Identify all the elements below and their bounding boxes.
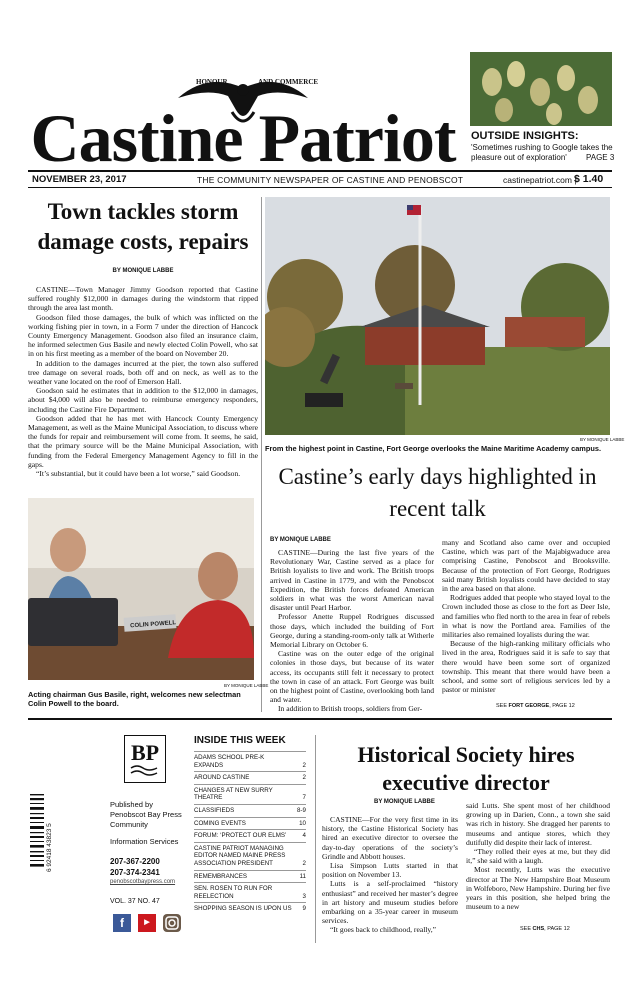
toc-item-label: REMEMBRANCES — [194, 872, 247, 880]
instagram-icon[interactable] — [163, 914, 181, 932]
toc-item-label: COMING EVENTS — [194, 819, 246, 827]
toc-item[interactable] — [194, 771, 306, 784]
tagline: THE COMMUNITY NEWSPAPER OF CASTINE AND PENOBSCOT — [197, 175, 464, 185]
storm-paragraph: “It’s substantial, but it could have been a lot worse,” said Goodson. — [36, 469, 241, 479]
barcode — [30, 790, 44, 872]
storm-paragraph: Goodson filed those damages, the bulk of which was inflicted on the working fishing pier in town, in a Form 7 under the direction of Hancock County Emergency Management. Goodson also filed an insurance claim, he informed selectmen Gus Basile and newly elected Colin Powell, who sat in on his first meeting as a member of the board on November 20. — [28, 312, 258, 359]
column-divider — [261, 197, 262, 712]
meeting-photo[interactable] — [28, 498, 254, 680]
early-days-paragraph: In addition to British troops, soldiers from Ger- — [278, 704, 423, 714]
social-links — [113, 914, 184, 936]
toc-item-label: CLASSIFIEDS — [194, 806, 235, 814]
historical-society-jump-link[interactable] — [520, 926, 570, 932]
toc-item[interactable] — [194, 870, 306, 883]
banner-left-text: HONOUR — [196, 78, 228, 86]
website-link[interactable]: castinepatriot.com | — [503, 175, 577, 185]
toc-item[interactable] — [194, 842, 306, 870]
barcode-icon — [30, 790, 44, 872]
phone-number-1: 207-367-2200 — [110, 857, 160, 866]
historical-society-byline: BY MONIQUE LABBE — [374, 799, 435, 805]
toc-item[interactable] — [194, 784, 306, 804]
outside-insights-page: PAGE 3 — [586, 153, 615, 162]
early-days-paragraph: Rodrigues added that people who stayed loyal to the Crown included those as close to the fort as Deer Isle, and families who fled north to the area in fear of rebels in what is now the Portland area. Families of the militaries also remained loyalists during the war. — [442, 593, 610, 640]
meeting-photo-caption: Acting chairman Gus Basile, right, welcomes new selectman Colin Powell to the board. — [28, 690, 241, 708]
early-days-byline: BY MONIQUE LABBE — [270, 537, 331, 543]
toc-item-label: AROUND CASTINE — [194, 774, 250, 782]
historical-paragraph: Lutts is a self-proclaimed “history enthusiast” and received her master’s degree in art history and museum studies before embarking on a 35-year career in museum services. — [322, 879, 458, 926]
banner-right-text: AND COMMERCE — [258, 78, 318, 86]
early-days-column-2 — [442, 538, 610, 694]
outside-insights-teaser[interactable]: 'Sometimes rushing to Google takes the pleasure out of exploration' — [471, 143, 613, 162]
toc-item-label: CASTINE PATRIOT MANAGING EDITOR NAMED MAINE PRESS ASSOCIATION PRESIDENT — [194, 844, 286, 867]
toc-item-page: 4 — [302, 832, 306, 840]
information-services: Information Services — [110, 837, 179, 846]
toc-item[interactable] — [194, 751, 306, 771]
toc-item[interactable] — [194, 817, 306, 830]
penobscot-bay-press-logo-icon — [125, 736, 164, 781]
barcode-number: 6 92418 43823 5 — [46, 823, 53, 872]
storm-byline: BY MONIQUE LABBE — [112, 268, 174, 274]
jump-prefix: SEE — [520, 926, 533, 932]
early-days-column-1 — [270, 548, 434, 714]
storm-paragraph: Goodson said he estimates that in addition to the $12,000 in damages, about $4,000 will also be needed to reimburse emergency responders, including the Castine Fire Department. — [28, 386, 258, 414]
toc-item[interactable] — [194, 829, 306, 842]
toc-item-page: 7 — [302, 794, 306, 802]
outside-insights-title: OUTSIDE INSIGHTS: — [471, 130, 579, 142]
fort-george-photo[interactable] — [265, 197, 610, 435]
storm-article-body — [28, 285, 258, 478]
mushroom-image — [470, 52, 612, 126]
outside-insights-photo[interactable] — [470, 52, 612, 126]
historical-society-headline[interactable]: Historical Society hires executive director — [357, 742, 575, 795]
historical-paragraph: Lisa Simpson Lutts started in that position on November 13. — [322, 861, 458, 880]
toc-item-label: SEN. ROSEN TO RUN FOR REELECTION — [194, 885, 273, 900]
fort-photo-caption: From the highest point in Castine, Fort George overlooks the Maine Maritime Academy campus. — [265, 444, 602, 453]
jump-target: CHS — [532, 926, 545, 932]
toc-item-page: 11 — [299, 872, 306, 880]
bp-logo — [124, 735, 166, 783]
historical-society-column-1 — [322, 815, 458, 935]
toc-item-label: FORUM: ‘PROTECT OUR ELMS’ — [194, 832, 287, 840]
inside-this-week — [194, 735, 306, 915]
early-days-paragraph: many and Scotland also came over and occupied Castine, which was part of the Majabigwaduce area comprising Castine, Penobscot and Brooksville. Because of the protection of Fort George, Rodrigues said many British loyalists could have decided to stay in the area based on that alone. — [442, 538, 610, 594]
toc-item[interactable] — [194, 804, 306, 817]
price: $ 1.40 — [574, 173, 604, 185]
meeting-photo-credit: BY MONIQUE LABBE — [224, 683, 269, 688]
jump-suffix: , PAGE 12 — [544, 926, 570, 932]
volume-number: VOL. 37 NO. 47 — [110, 898, 160, 905]
fort-george-image — [265, 197, 610, 435]
toc-title: INSIDE THIS WEEK — [194, 735, 286, 746]
toc-item-label: SHOPPING SEASON IS UPON US — [194, 905, 292, 913]
historical-society-column-2 — [466, 801, 610, 911]
issue-date: NOVEMBER 23, 2017 — [32, 174, 127, 185]
toc-item-page: 2 — [302, 774, 306, 782]
jump-prefix: SEE — [496, 703, 509, 709]
toc-item-page: 9 — [302, 905, 306, 913]
masthead-title: Castine Patriot — [30, 100, 456, 176]
early-days-paragraph: CASTINE—During the last five years of the Revolutionary War, Castine served as a place for British loyalists to live and work. The British troops arrived in Castine in 1779, and with the Penobscot Expedition, the British forces defeated American soldiers in what was the worst American naval disaster until Pearl Harbor. — [270, 548, 434, 613]
published-by: Published by Penobscot Bay Press Community — [110, 800, 182, 829]
logo-letters: BP — [131, 740, 160, 765]
early-days-paragraph: Professor Anette Ruppel Rodrigues discussed those days, which included the building of Fort George, during a standing-room-only talk at Witherle Memorial Library on October 6. — [270, 612, 434, 650]
toc-item-page: 2 — [302, 859, 306, 867]
nameplate-text: COLIN POWELL — [129, 620, 177, 630]
historical-paragraph: “They rolled their eyes at me, but they did it,” she said with a laugh. — [466, 847, 610, 866]
toc-item-page: 3 — [302, 892, 306, 900]
jump-suffix: , PAGE 12 — [549, 703, 575, 709]
toc-item-page: 10 — [299, 819, 306, 827]
youtube-icon[interactable]: ▶ — [138, 914, 156, 932]
toc-item-page: 2 — [302, 761, 306, 769]
masthead — [28, 70, 458, 176]
toc-item[interactable] — [194, 902, 306, 915]
section-divider — [28, 718, 612, 720]
historical-paragraph: “It goes back to childhood, really,” — [330, 925, 436, 935]
toc-item-label: ADAMS SCHOOL PRE-K EXPANDS — [194, 754, 265, 769]
historical-paragraph: Most recently, Lutts was the executive director at The New Hampshire Boat Museum in Wolfeboro, New Hampshire. During her five years in this position, she helped bring the museum to a new — [466, 865, 610, 912]
storm-headline[interactable]: Town tackles storm damage costs, repairs — [37, 199, 249, 254]
toc-item-page: 8-9 — [297, 806, 306, 814]
fort-photo-credit: BY MONIQUE LABBE — [580, 437, 625, 442]
historical-paragraph: said Lutts. She spent most of her childhood growing up in Darien, Conn., a town she said was rich in history. She dragged her parents to museums and antique stores, which they dutifully did despite their lack of interest. — [466, 801, 610, 847]
early-days-paragraph: Because of the high-ranking military officials who lived in the area, Rodrigues said it is safe to say that there would have been some sort of organized township. This meant that there would have been a school, and some sort of religious services led by a pastor or minister — [442, 639, 610, 695]
storm-paragraph: Goodson added that he has met with Hancock County Emergency Management, as well as the Maine Municipal Association, to discuss where the funds for repair and reimbursement will come from. It seems, he said, that the primary source will be the Maine Municipal Association, with funding from the Federal Emergency Management Agency to fill in the gaps. — [28, 413, 258, 469]
publisher-website-link[interactable]: penobscotbaypress.com — [110, 879, 176, 885]
jump-target: FORT GEORGE — [508, 703, 550, 709]
historical-paragraph: CASTINE—For the very first time in its history, the Castine Historical Society has hired an executive director to oversee the day-to-day operations of the society’s Grindle and Abbott houses. — [322, 815, 458, 861]
toc-item-label: CHANGES AT NEW SURRY THEATRE — [194, 786, 273, 802]
selectmen-meeting-image — [28, 498, 254, 680]
early-days-headline[interactable]: Castine’s early days highlighted in recent talk — [278, 464, 597, 521]
storm-paragraph: In addition to the damages incurred at the pier, the town also suffered tree damage on several roads, both off and on neck, as well as to the weather vane located on the roof of Emerson Hall. — [28, 358, 258, 387]
toc-item[interactable] — [194, 882, 306, 902]
phone-number-2: 207-374-2341 — [110, 868, 160, 877]
early-days-paragraph: Castine was on the outer edge of the original colonies in those days, but because of its water access, its occupants still felt it necessary to protect the town in case of an attack. Fort George was built on the highest point of Castine, overlooking both land and water. — [270, 649, 434, 705]
facebook-icon[interactable]: f — [113, 914, 131, 932]
early-days-jump-link[interactable] — [496, 703, 575, 709]
column-divider — [315, 735, 316, 943]
storm-paragraph: CASTINE—Town Manager Jimmy Goodson reported that Castine suffered roughly $12,000 in damages during the windstorm that ripped through the area last month. — [28, 285, 258, 313]
